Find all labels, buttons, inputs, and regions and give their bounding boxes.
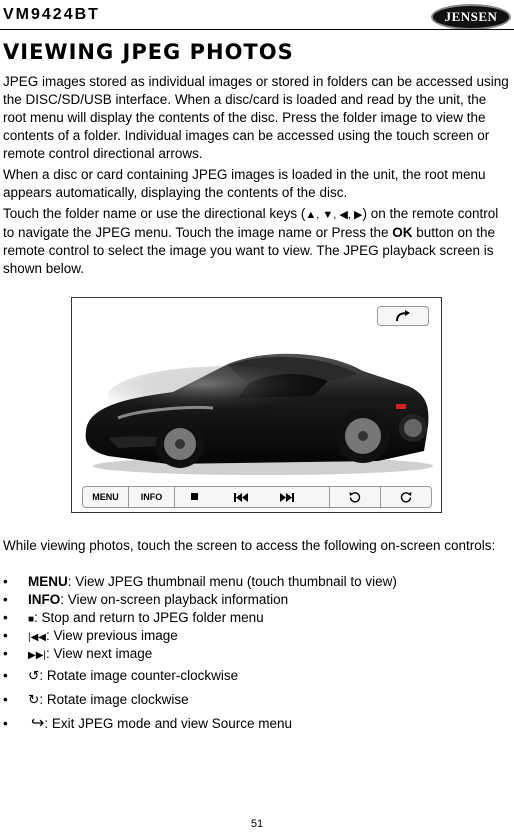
ok-label: OK: [392, 225, 413, 240]
jensen-logo: [431, 4, 511, 30]
list-item: [3, 591, 511, 609]
bullet: •: [3, 610, 8, 625]
section-title: VIEWING JPEG PHOTOS: [3, 40, 294, 64]
paragraph-1: JPEG images stored as individual images or stored in folders can be accessed using the DISC/SD/USB interface. When a disc/card is loaded and read by the unit, the root menu will display the contents of the disc. Press the folder image to view the contents of a folder. Individual images can be accessed using the touch screen or remote control directional arrows.: [3, 74, 509, 161]
p3-part-b: ) on the remote control to navigate the JPEG menu. Touch the image name or Press the: [3, 206, 499, 240]
previous-desc: : View previous image: [45, 628, 178, 643]
next-icon: ▶▶|: [28, 650, 46, 661]
paragraph-2: When a disc or card containing JPEG images is loaded in the unit, the root menu appears automatically, displaying the contents of the disc.: [3, 167, 486, 200]
exit-button[interactable]: [377, 306, 429, 326]
header-rule: [0, 29, 514, 30]
rotate-ccw-icon: ↺: [28, 668, 40, 683]
logo-text: JENSEN: [444, 9, 498, 24]
previous-icon: |◀◀: [28, 632, 46, 643]
bullet: •: [3, 574, 8, 589]
bullet: •: [3, 646, 8, 661]
exit-icon: [394, 310, 412, 322]
p3-part-a: Touch the folder name or use the directional keys (: [3, 206, 306, 221]
list-item: [3, 609, 511, 627]
info-desc: : View on-screen playback information: [60, 592, 289, 607]
bullet: •: [3, 668, 8, 683]
exit-desc: : Exit JPEG mode and view Source menu: [44, 716, 293, 731]
bullet: •: [3, 628, 8, 643]
rotate-cw-icon: [400, 491, 412, 503]
stop-button[interactable]: [175, 487, 215, 507]
bullet: •: [3, 716, 8, 731]
previous-button[interactable]: [215, 487, 267, 507]
page-header: [3, 6, 511, 30]
list-item: [3, 645, 511, 663]
info-button[interactable]: [129, 487, 174, 507]
bullet: •: [3, 692, 8, 707]
paragraph-3: [3, 205, 511, 278]
next-desc: : View next image: [45, 646, 153, 661]
menu-term: MENU: [28, 574, 68, 589]
bullet: •: [3, 592, 8, 607]
list-item: [3, 715, 511, 733]
list-item: [3, 573, 511, 591]
controls-list: [3, 573, 511, 733]
previous-icon: [234, 493, 248, 502]
car-photo: [78, 326, 434, 476]
rotate-cw-button[interactable]: [381, 487, 431, 507]
rotate-ccw-button[interactable]: [330, 487, 380, 507]
direction-arrows: ▲, ▼, ◀, ▶: [305, 209, 363, 221]
model-number: VM9424BT: [3, 6, 100, 23]
menu-button-label: MENU: [92, 492, 119, 502]
rotate-cw-icon: ↻: [28, 692, 40, 707]
info-button-label: INFO: [140, 492, 163, 502]
jpeg-playback-screen[interactable]: [71, 297, 442, 513]
stop-icon: [191, 493, 199, 501]
p3-part-c: button on the remote control to select the image you want to view. The JPEG playback screen is shown below.: [3, 225, 496, 276]
next-icon: [280, 493, 294, 502]
next-button[interactable]: [267, 487, 307, 507]
list-item: [3, 627, 511, 645]
control-bar: [82, 486, 432, 508]
rotate-ccw-icon: [349, 491, 361, 503]
controls-intro: While viewing photos, touch the screen to access the following on-screen controls:: [3, 538, 496, 553]
info-term: INFO: [28, 592, 61, 607]
menu-button[interactable]: [83, 487, 128, 507]
menu-desc: : View JPEG thumbnail menu (touch thumbnail to view): [67, 574, 397, 589]
page-number: 51: [250, 818, 264, 830]
rotate-cw-desc: : Rotate image clockwise: [39, 692, 189, 707]
exit-icon: ↪: [31, 715, 45, 732]
rotate-ccw-desc: : Rotate image counter-clockwise: [39, 668, 239, 683]
list-item: [3, 691, 511, 709]
stop-desc: : Stop and return to JPEG folder menu: [34, 610, 264, 625]
list-item: [3, 667, 511, 685]
stop-icon: ■: [28, 614, 35, 625]
